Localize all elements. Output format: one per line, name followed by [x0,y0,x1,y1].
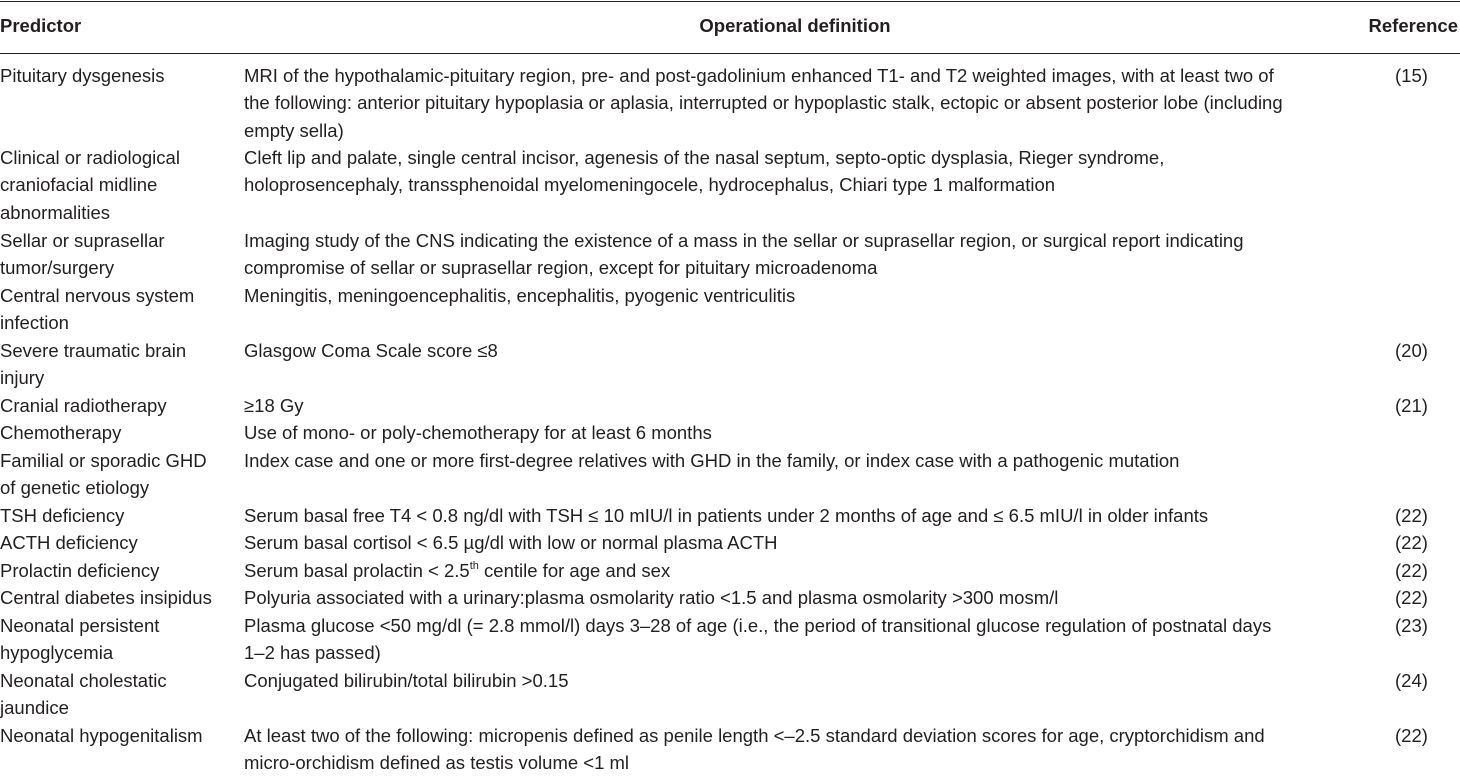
predictor-cell [0,419,232,446]
predictor-line: infection [0,312,69,334]
definition-line: Conjugated bilirubin/total bilirubin >0.15 [244,670,569,691]
predictor-line: Severe traumatic brain [0,340,187,361]
reference-cell: (15) [1395,65,1428,86]
predictor-cell [0,502,232,529]
definition-line: MRI of the hypothalamic-pituitary region, pre- and post-gadolinium enhanced T1- and T2 weighted images, with at least two of [244,65,1274,86]
predictor-cell [0,337,232,392]
predictor-line: abnormalities [0,201,111,223]
definition-line: At least two of the following: micropenis defined as penile length <–2.5 standard deviation scores for age, cryptorchidism and [244,725,1265,746]
definition-line: Imaging study of the CNS indicating the existence of a mass in the sellar or suprasellar region, or surgical report indicating [244,230,1244,251]
definition-cell [244,447,1344,474]
reference-cell: (22) [1395,505,1428,526]
definition-cell [244,392,1344,419]
header-predictor: Predictor [0,15,82,36]
predictor-cell [0,62,232,89]
definition-cell [244,502,1344,529]
reference-cell: (22) [1395,587,1428,608]
predictor-cell [0,584,232,611]
definition-text: centile for age and sex [478,560,671,581]
definition-line: Serum basal free T4 < 0.8 ng/dl with TSH ≤ 10 mIU/l in patients under 2 months of age and ≤ 6.5 mIU/l in older infants [244,505,1209,526]
definition-cell [244,722,1344,777]
definition-line: Cleft lip and palate, single central incisor, agenesis of the nasal septum, septo-optic dysplasia, Rieger syndrome, [244,147,1165,168]
predictor-line: ACTH deficiency [0,532,138,553]
reference-cell: (22) [1395,560,1428,581]
definition-line: 1–2 has passed) [244,642,381,664]
predictor-cell [0,667,232,722]
definition-line: Use of mono- or poly-chemotherapy for at least 6 months [244,422,712,443]
predictor-line: Chemotherapy [0,422,122,443]
reference-cell: (24) [1395,670,1428,691]
predictor-line: Familial or sporadic GHD [0,450,207,471]
definition-cell [244,144,1344,199]
reference-cell: (23) [1395,615,1428,636]
definition-cell [244,667,1344,694]
predictor-cell [0,612,232,667]
predictor-line: tumor/surgery [0,257,115,279]
reference-cell: (21) [1395,395,1428,416]
predictor-line: Pituitary dysgenesis [0,65,165,86]
definition-line: Polyuria associated with a urinary:plasma osmolarity ratio <1.5 and plasma osmolarity >300 mosm/l [244,587,1059,608]
table-top-rule [0,1,1460,2]
ordinal-superscript: th [469,559,479,572]
predictor-cell [0,529,232,556]
predictor-cell [0,144,232,226]
predictor-line: hypoglycemia [0,642,114,664]
definition-text: Serum basal prolactin < 2.5 [244,560,470,581]
reference-cell: (22) [1395,532,1428,553]
predictor-cell [0,722,232,749]
definition-cell [244,529,1344,556]
predictor-cell [0,227,232,282]
definition-line: Meningitis, meningoencephalitis, encephalitis, pyogenic ventriculitis [244,285,796,306]
definition-line: micro-orchidism defined as testis volume <1 ml [244,752,630,774]
predictor-line: Neonatal hypogenitalism [0,725,203,746]
definition-line: Serum basal cortisol < 6.5 µg/dl with low or normal plasma ACTH [244,532,778,553]
definition-cell [244,282,1344,309]
predictor-cell [0,392,232,419]
predictor-cell [0,282,232,337]
definition-line: Plasma glucose <50 mg/dl (= 2.8 mmol/l) days 3–28 of age (i.e., the period of transitional glucose regulation of postnatal days [244,615,1272,636]
predictor-line: craniofacial midline [0,174,158,196]
definition-cell [244,584,1344,611]
definition-cell [244,227,1344,282]
definition-cell [244,557,1344,584]
predictor-cell [0,447,232,502]
header-operational-definition: Operational definition [699,15,891,36]
header-reference: Reference [1368,15,1458,36]
definition-line: holoprosencephaly, transsphenoidal myelomeningocele, hydrocephalus, Chiari type 1 malformation [244,174,1056,196]
definition-cell [244,337,1344,364]
table-header-row [0,15,1460,39]
predictor-line: Neonatal persistent [0,615,160,636]
predictor-line: of genetic etiology [0,477,150,499]
definition-cell [244,62,1344,144]
reference-cell: (22) [1395,725,1428,746]
definition-cell [244,419,1344,446]
predictor-line: Neonatal cholestatic [0,670,167,691]
predictor-line: Sellar or suprasellar [0,230,165,251]
definition-line: ≥18 Gy [244,395,304,416]
definition-cell [244,612,1344,667]
predictor-line: injury [0,367,45,389]
header-bottom-rule [0,53,1460,54]
predictor-line: Cranial radiotherapy [0,395,167,416]
predictor-line: Clinical or radiological [0,147,180,168]
predictor-line: Central nervous system [0,285,195,306]
definition-line: empty sella) [244,119,344,141]
predictor-line: Prolactin deficiency [0,560,160,581]
definition-line: Index case and one or more first-degree relatives with GHD in the family, or index case with a pathogenic mutation [244,450,1180,471]
predictor-line: jaundice [0,697,69,719]
predictor-cell [0,557,232,584]
predictor-line: Central diabetes insipidus [0,587,212,608]
definition-line: Glasgow Coma Scale score ≤8 [244,340,498,361]
predictor-line: TSH deficiency [0,505,125,526]
definition-line [244,557,1344,584]
definition-line: compromise of sellar or suprasellar region, except for pituitary microadenoma [244,257,878,279]
definition-line: the following: anterior pituitary hypoplasia or aplasia, interrupted or hypoplastic stalk, ectopic or absent posterior lobe (including [244,92,1283,114]
reference-cell: (20) [1395,340,1428,361]
